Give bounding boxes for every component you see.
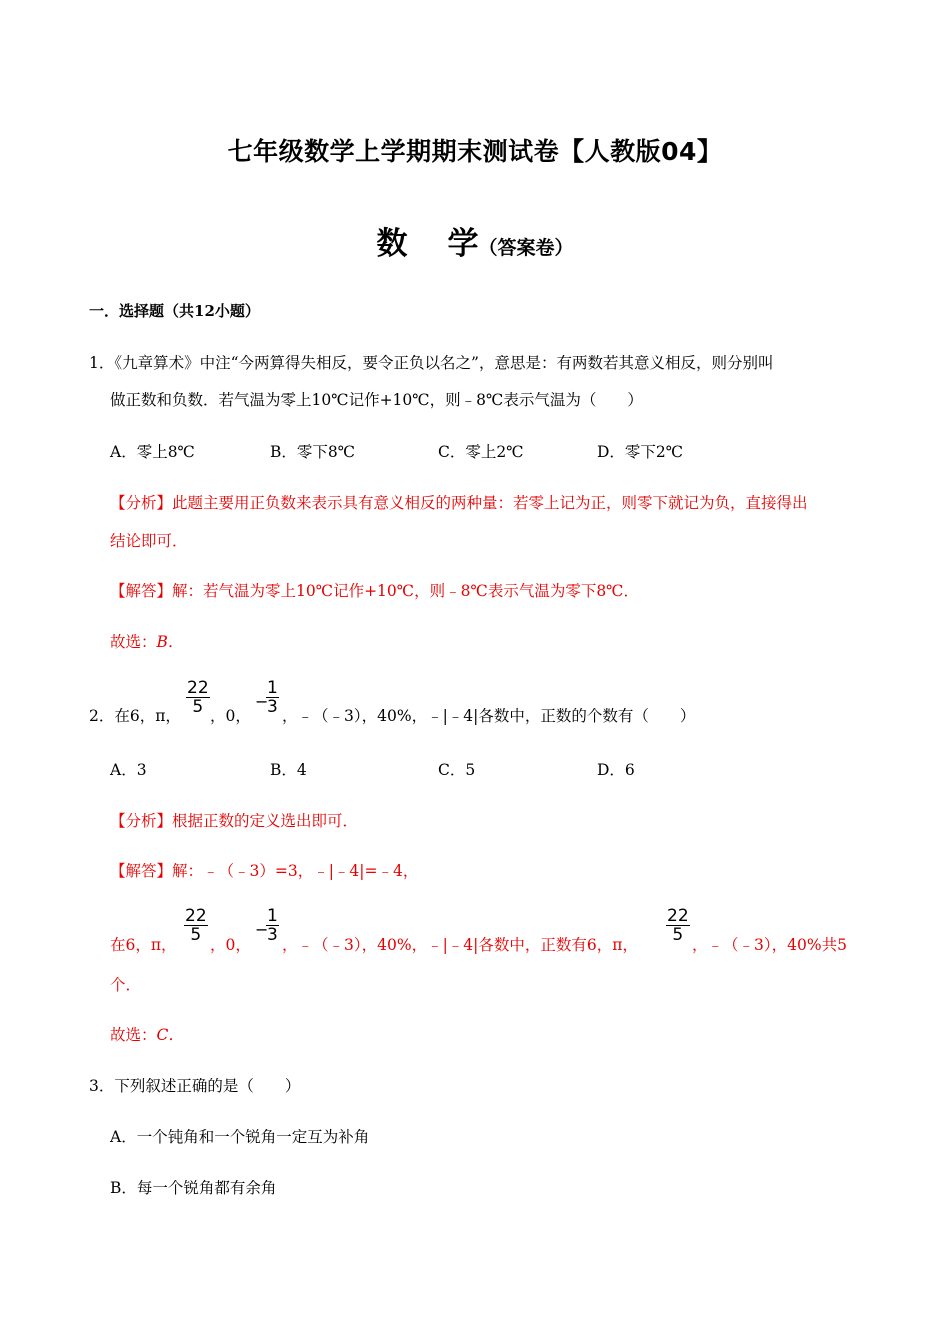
q1-analysis-line2: 结论即可． (110, 532, 188, 550)
fraction-denominator: 3 (267, 925, 278, 945)
q2-answer-neg-sign: − (255, 920, 269, 939)
q2-stem-prefix: 2．在6，π， (89, 707, 181, 725)
q1-analysis-line1: 【分析】此题主要用正负数来表示具有意义相反的两种量：若零上记为正，则零下就记为负，直接得出 (110, 494, 808, 512)
q2-neg-sign: − (255, 692, 269, 711)
q2-answer-line2-part: ，﹣（﹣3），40%，﹣|﹣4|各数中，正数有6，π， (282, 936, 638, 954)
fraction-denominator: 5 (672, 925, 684, 945)
q1-answer: 【解答】解：若气温为零上10℃记作+10℃，则﹣8℃表示气温为零下8℃． (110, 582, 640, 600)
q3-option-b: B．每一个锐角都有余角 (110, 1179, 277, 1197)
fraction-numerator: 22 (185, 906, 207, 926)
q2-option-c: C．5 (438, 761, 476, 779)
q1-option-c: C．零上2℃ (438, 443, 524, 461)
q3-option-a: A．一个钝角和一个锐角一定互为补角 (110, 1128, 370, 1146)
q2-answer-fraction-22-5 (184, 907, 208, 944)
q1-stem-line1: 1．《九章算术》中注“今两算得失相反，要令正负以名之”，意思是：有两数若其意义相反，则分别叫 (89, 354, 774, 372)
q1-option-d: D．零下2℃ (597, 443, 684, 461)
subtitle-note: （答案卷） (478, 237, 574, 259)
fraction-denominator: 5 (192, 697, 204, 717)
q2-answer-line2-end: ，﹣（﹣3），40%共5 (692, 936, 847, 954)
q2-option-d: D．6 (597, 761, 635, 779)
fraction-numerator: 1 (267, 678, 278, 698)
q1-option-a: A．零上8℃ (110, 443, 195, 461)
page-title: 七年级数学上学期期末测试卷【人教版04】 (227, 137, 723, 166)
q2-fraction-22-5 (186, 679, 210, 716)
q2-answer-line3: 个． (110, 976, 142, 994)
subtitle-main-1: 数 (376, 226, 408, 262)
q1-choice-letter: B． (156, 633, 184, 651)
q2-answer-line2-prefix: 在6，π， (110, 936, 177, 954)
section-heading: 一．选择题（共12小题） (89, 302, 260, 320)
fraction-denominator: 5 (190, 925, 202, 945)
q1-stem-line2: 做正数和负数．若气温为零上10℃记作+10℃，则﹣8℃表示气温为（ ） (110, 391, 643, 409)
subtitle-main-2: 学 (447, 226, 479, 262)
q2-analysis: 【分析】根据正数的定义选出即可． (110, 812, 359, 830)
q2-choice (110, 1023, 184, 1045)
q2-answer-line2-mid: ，0， (210, 936, 251, 954)
fraction-denominator: 3 (267, 697, 278, 717)
q1-choice-prefix: 故选： (110, 633, 157, 651)
q1-option-b: B．零下8℃ (270, 443, 356, 461)
q2-answer-fraction-22-5-second (666, 907, 690, 944)
fraction-numerator: 22 (667, 906, 689, 926)
q3-stem: 3．下列叙述正确的是（ ） (89, 1077, 301, 1095)
fraction-numerator: 1 (267, 906, 278, 926)
q2-stem-mid: ，0， (210, 707, 251, 725)
q2-fraction-1-3 (266, 679, 279, 716)
q2-answer-fraction-1-3 (266, 907, 279, 944)
q2-choice-prefix: 故选： (110, 1026, 157, 1044)
q2-answer-line1: 【解答】解：﹣（﹣3）=3，﹣|﹣4|=﹣4， (110, 862, 419, 880)
fraction-numerator: 22 (187, 678, 209, 698)
q1-choice (110, 630, 183, 652)
q2-choice-letter: C． (156, 1026, 184, 1044)
subtitle (0, 218, 950, 263)
q2-stem-suffix: ，﹣（﹣3），40%，﹣|﹣4|各数中，正数的个数有（ ） (282, 707, 696, 725)
q2-option-b: B．4 (270, 761, 307, 779)
q2-option-a: A．3 (110, 761, 147, 779)
